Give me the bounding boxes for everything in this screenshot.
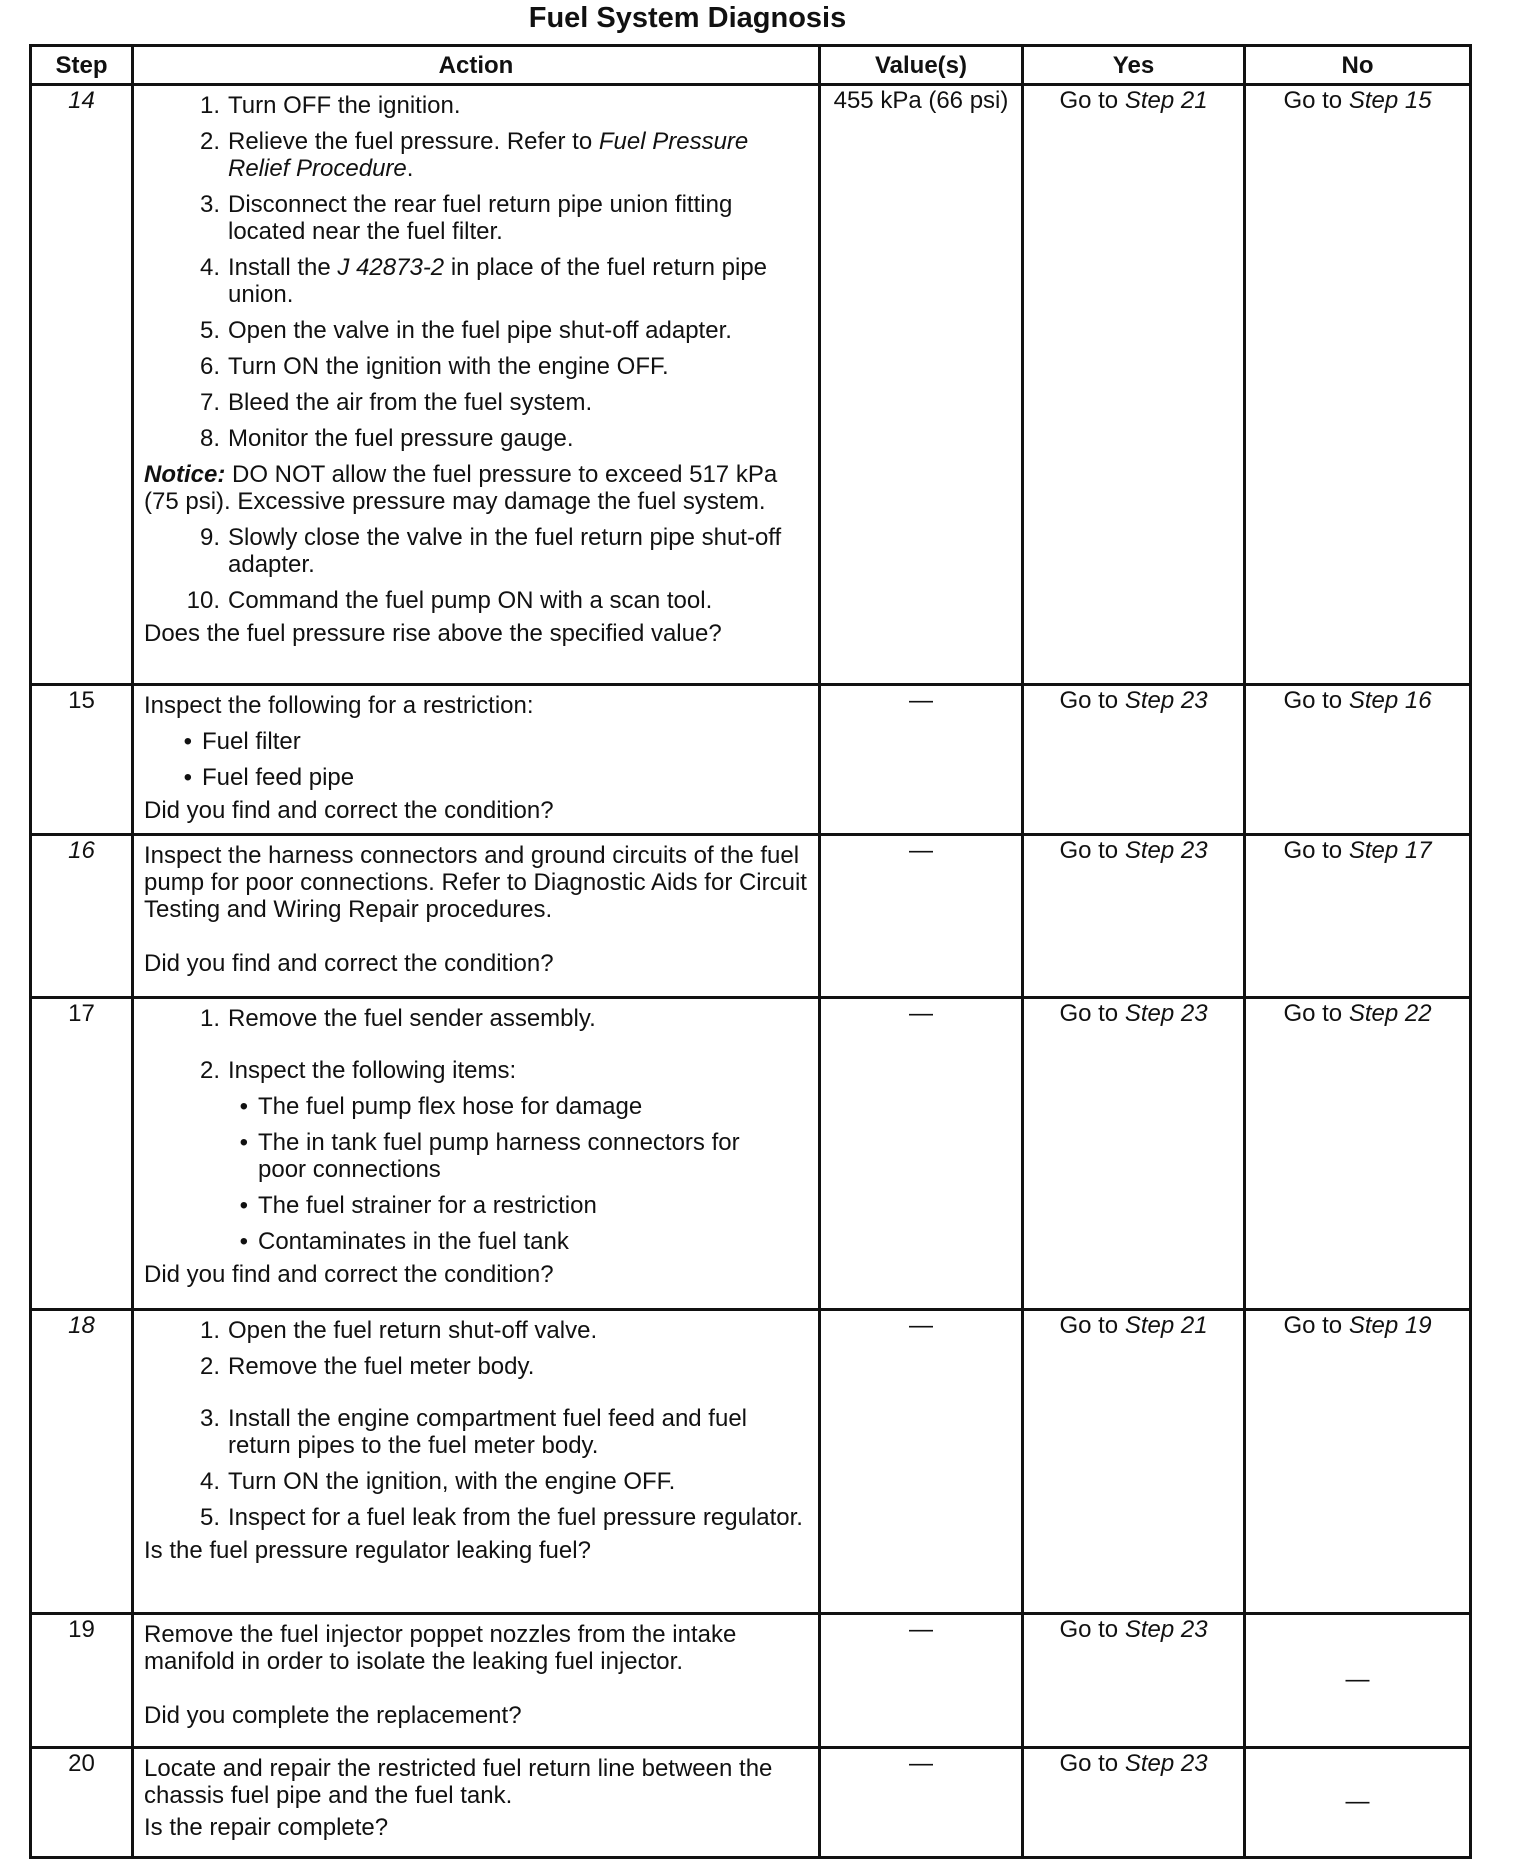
value-cell: — [820, 835, 1023, 998]
diagnosis-table [29, 44, 1472, 1859]
intro-text: Inspect the following for a restriction: [144, 692, 534, 719]
bullet-text: Contaminates in the fuel tank [258, 1228, 569, 1255]
item-number: 8. [199, 425, 220, 452]
value-cell: — [820, 1614, 1023, 1748]
header-yes: Yes [1023, 46, 1245, 85]
yes-step-link[interactable]: Step 23 [1124, 837, 1208, 864]
list-item [164, 317, 810, 344]
no-step-link[interactable]: Step 16 [1348, 687, 1432, 714]
bullet-item [144, 1093, 810, 1120]
bullet: • [239, 1228, 248, 1255]
action-cell [133, 1748, 820, 1858]
header-row [31, 46, 1471, 85]
header-step: Step [31, 46, 133, 85]
list-item [164, 389, 810, 416]
list-item [164, 92, 810, 119]
bullet-item [144, 1228, 810, 1255]
item-text: Inspect the following items: [228, 1057, 517, 1084]
spacer [164, 1041, 810, 1057]
item-number: 2. [199, 128, 220, 155]
bullet: • [239, 1192, 248, 1219]
table-row [31, 85, 1471, 685]
item-text: Open the fuel return shut-off valve. [228, 1317, 598, 1344]
list-item [164, 524, 810, 578]
action-text: Locate and repair the restricted fuel return line between the chassis fuel pipe and the fuel tank. [144, 1755, 773, 1809]
yes-cell [1023, 85, 1245, 685]
table-row [31, 1310, 1471, 1614]
question: Did you find and correct the condition? [144, 950, 554, 977]
action-cell [133, 85, 820, 685]
page-title: Fuel System Diagnosis [528, 2, 847, 34]
go-to-label: Go to [1059, 837, 1119, 864]
question: Is the repair complete? [144, 1814, 389, 1841]
question: Did you find and correct the condition? [144, 797, 554, 824]
list-item [164, 1005, 810, 1032]
item-number: 1. [199, 1005, 220, 1032]
step-number: 14 [31, 85, 133, 685]
table-row [31, 835, 1471, 998]
value-cell: — [820, 1310, 1023, 1614]
item-text: Turn ON the ignition with the engine OFF. [228, 353, 669, 380]
notice-label: Notice: [144, 461, 226, 488]
item-number: 3. [199, 191, 220, 218]
value-cell: — [820, 685, 1023, 835]
bullet-text: The fuel strainer for a restriction [258, 1192, 597, 1219]
table-row [31, 1614, 1471, 1748]
go-to-label: Go to [1059, 687, 1119, 714]
item-number: 1. [199, 1317, 220, 1344]
action-cell [133, 685, 820, 835]
spacer [144, 1675, 810, 1702]
yes-step-link[interactable]: Step 23 [1124, 1750, 1208, 1777]
step-number: 19 [31, 1614, 133, 1748]
yes-cell [1023, 1748, 1245, 1858]
tool-reference: J 42873-2 [337, 254, 445, 281]
go-to-label: Go to [1283, 687, 1343, 714]
value-cell: — [820, 998, 1023, 1310]
yes-cell [1023, 685, 1245, 835]
item-text [228, 128, 810, 182]
item-number: 4. [199, 254, 220, 281]
bullet: • [183, 728, 192, 755]
step-number: 20 [31, 1748, 133, 1858]
no-step-link[interactable]: Step 17 [1348, 837, 1432, 864]
bullet-item [144, 1192, 810, 1219]
table-row [31, 685, 1471, 835]
go-to-label: Go to [1283, 837, 1343, 864]
action-cell [133, 835, 820, 998]
item-text: Open the valve in the fuel pipe shut-off adapter. [228, 317, 732, 344]
list-item [164, 353, 810, 380]
item-number: 3. [199, 1405, 220, 1432]
go-to-label: Go to [1283, 1312, 1343, 1339]
go-to-label: Go to [1059, 1616, 1119, 1643]
item-text: Turn ON the ignition, with the engine OFF. [228, 1468, 676, 1495]
go-to-label: Go to [1059, 87, 1119, 114]
bullet-text: The fuel pump flex hose for damage [258, 1093, 643, 1120]
list-item [164, 128, 810, 182]
item-number: 5. [199, 1504, 220, 1531]
bullet-item [144, 728, 810, 755]
spacer [164, 1389, 810, 1405]
yes-step-link[interactable]: Step 23 [1124, 1000, 1208, 1027]
go-to-label: Go to [1283, 1000, 1343, 1027]
step-number: 16 [31, 835, 133, 998]
item-text: Turn OFF the ignition. [228, 92, 461, 119]
action-text: Remove the fuel injector poppet nozzles from the intake manifold in order to isolate the leaking fuel injector. [144, 1621, 737, 1675]
question: Does the fuel pressure rise above the specified value? [144, 620, 722, 647]
yes-cell [1023, 998, 1245, 1310]
list-item [164, 587, 810, 614]
item-number: 9. [199, 524, 220, 551]
list-item [164, 1317, 810, 1344]
no-cell: — [1245, 1614, 1471, 1748]
question: Did you complete the replacement? [144, 1702, 522, 1729]
action-cell [133, 1614, 820, 1748]
header-no: No [1245, 46, 1471, 85]
procedure-reference: Fuel Pressure Relief Procedure [228, 128, 749, 182]
item-text: Remove the fuel sender assembly. [228, 1005, 596, 1032]
no-cell [1245, 685, 1471, 835]
step-number: 17 [31, 998, 133, 1310]
notice [144, 461, 810, 515]
item-text-end: . [406, 155, 414, 182]
item-text: Remove the fuel meter body. [228, 1353, 535, 1380]
item-number: 2. [199, 1353, 220, 1380]
item-number: 6. [199, 353, 220, 380]
numbered-list [164, 524, 810, 614]
no-cell [1245, 1310, 1471, 1614]
value-cell: — [820, 1748, 1023, 1858]
item-number: 2. [199, 1057, 220, 1084]
item-number: 10. [186, 587, 220, 614]
table-row [31, 998, 1471, 1310]
yes-step-link[interactable]: Step 23 [1124, 687, 1208, 714]
item-text-part: Install the [228, 254, 338, 281]
action-text: Inspect the harness connectors and ground circuits of the fuel pump for poor connections. Refer to Diagnostic Aids for Circuit Testing and Wiring Repair procedures. [144, 842, 807, 923]
bullet: • [183, 764, 192, 791]
no-step-link[interactable]: Step 22 [1348, 1000, 1432, 1027]
table-row [31, 1748, 1471, 1858]
yes-step-link[interactable]: Step 21 [1124, 87, 1208, 114]
sub-bullet-list [144, 1093, 810, 1255]
item-text: Disconnect the rear fuel return pipe union fitting located near the fuel filter. [228, 191, 733, 245]
bullet: • [239, 1129, 248, 1156]
list-item [164, 191, 810, 245]
bullet-text: Fuel filter [202, 728, 301, 755]
item-text: Monitor the fuel pressure gauge. [228, 425, 574, 452]
item-number: 7. [199, 389, 220, 416]
yes-cell [1023, 835, 1245, 998]
question: Did you find and correct the condition? [144, 1261, 554, 1288]
item-text: Inspect for a fuel leak from the fuel pressure regulator. [228, 1504, 803, 1531]
go-to-label: Go to [1283, 87, 1343, 114]
list-item [164, 1504, 810, 1531]
item-number: 1. [199, 92, 220, 119]
yes-cell [1023, 1614, 1245, 1748]
go-to-label: Go to [1059, 1000, 1119, 1027]
item-number: 4. [199, 1468, 220, 1495]
yes-step-link[interactable]: Step 23 [1124, 1616, 1208, 1643]
item-text-end: in place of the fuel return pipe union. [228, 254, 768, 308]
notice-text: DO NOT allow the fuel pressure to exceed 517 kPa (75 psi). Excessive pressure may damage the fuel system. [144, 461, 778, 515]
bullet-text: Fuel feed pipe [202, 764, 355, 791]
list-item [164, 1057, 810, 1084]
item-text: Bleed the air from the fuel system. [228, 389, 593, 416]
no-step-link[interactable]: Step 19 [1348, 1312, 1432, 1339]
question: Is the fuel pressure regulator leaking fuel? [144, 1537, 591, 1564]
no-step-link[interactable]: Step 15 [1348, 87, 1432, 114]
bullet: • [239, 1093, 248, 1120]
bullet-item [144, 764, 810, 791]
header-values: Value(s) [820, 46, 1023, 85]
go-to-label: Go to [1059, 1312, 1119, 1339]
no-cell [1245, 85, 1471, 685]
list-item [164, 1468, 810, 1495]
action-cell [133, 1310, 820, 1614]
item-text: Slowly close the valve in the fuel return pipe shut-off adapter. [228, 524, 782, 578]
go-to-label: Go to [1059, 1750, 1119, 1777]
list-item [164, 425, 810, 452]
yes-step-link[interactable]: Step 21 [1124, 1312, 1208, 1339]
bullet-text: The in tank fuel pump harness connectors for poor connections [258, 1129, 740, 1183]
no-cell [1245, 998, 1471, 1310]
step-number: 15 [31, 685, 133, 835]
header-action: Action [133, 46, 820, 85]
bullet-item [144, 1129, 810, 1183]
no-cell: — [1245, 1748, 1471, 1858]
action-cell [133, 998, 820, 1310]
step-number: 18 [31, 1310, 133, 1614]
yes-cell [1023, 1310, 1245, 1614]
no-cell [1245, 835, 1471, 998]
list-item [164, 1353, 810, 1380]
numbered-list [164, 92, 810, 452]
item-text: Command the fuel pump ON with a scan tool. [228, 587, 713, 614]
item-text [228, 254, 810, 308]
item-text-part: Relieve the fuel pressure. Refer to [228, 128, 599, 155]
value-cell: 455 kPa (66 psi) [820, 85, 1023, 685]
item-text: Install the engine compartment fuel feed and fuel return pipes to the fuel meter body. [228, 1405, 747, 1459]
item-number: 5. [199, 317, 220, 344]
spacer [144, 923, 810, 950]
list-item [164, 254, 810, 308]
list-item [164, 1405, 810, 1459]
